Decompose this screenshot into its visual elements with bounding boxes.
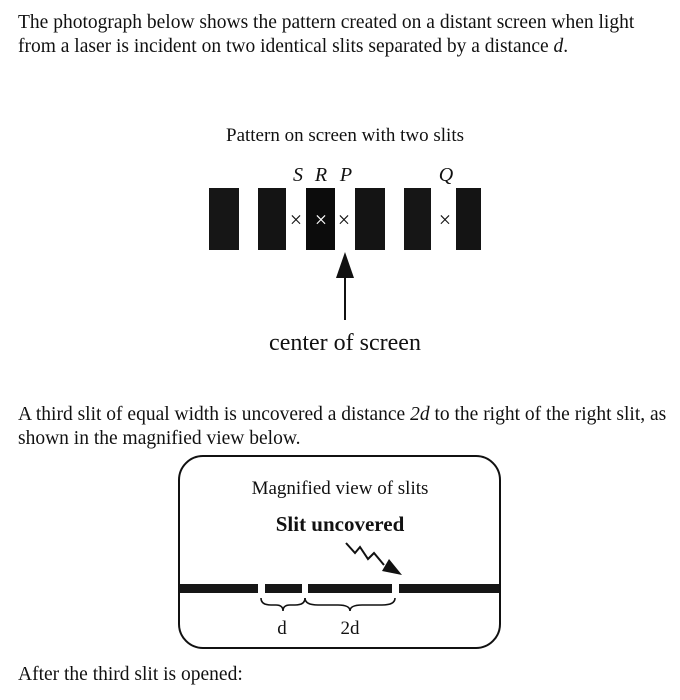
intro-period: . <box>563 36 569 57</box>
figure1-title: Pattern on screen with two slits <box>226 125 464 146</box>
label-q: Q <box>438 164 454 186</box>
barrier-segment <box>399 584 499 593</box>
label-p: P <box>339 164 353 186</box>
brace-2d <box>305 598 395 611</box>
intro-paragraph <box>18 11 668 59</box>
fringe-band <box>355 188 385 250</box>
marker-q: × <box>438 207 452 232</box>
magnified-slits-figure <box>170 453 510 653</box>
callout-arrow-line <box>346 543 384 565</box>
fringe-band <box>258 188 286 250</box>
fringe-band <box>456 188 481 250</box>
center-arrow-head <box>336 252 354 278</box>
center-of-screen-label: center of screen <box>269 330 421 356</box>
two-slit-pattern-figure <box>0 110 680 370</box>
slit-uncovered-label: Slit uncovered <box>275 512 405 536</box>
label-r: R <box>314 164 328 186</box>
barrier-segment <box>308 584 392 593</box>
label-s: S <box>293 164 303 186</box>
callout-arrow-head <box>382 559 402 575</box>
marker-p: × <box>337 207 351 232</box>
marker-s: × <box>289 207 303 232</box>
third-slit-text: A third slit of equal width is uncovered a distance <box>18 404 411 425</box>
barrier-segment <box>265 584 302 593</box>
figure2-title: Magnified view of slits <box>251 478 429 499</box>
intro-variable-d: d <box>553 36 564 57</box>
marker-r: × <box>314 207 328 232</box>
after-paragraph: After the third slit is opened: <box>18 664 243 685</box>
fringe-band <box>209 188 239 250</box>
third-slit-variable-2d: 2d <box>410 404 430 425</box>
barrier-segment <box>180 584 258 593</box>
label-2d: 2d <box>340 618 360 639</box>
intro-text: The photograph below shows the pattern created on a distant screen when light from a laser is incident on two identical slits separated by a distance <box>18 12 635 57</box>
third-slit-text-end: to the right of the right slit, as shown in the magnified view below. <box>18 404 667 449</box>
third-slit-paragraph <box>18 403 668 451</box>
fringe-band <box>404 188 431 250</box>
label-d: d <box>277 618 287 639</box>
brace-d <box>261 598 305 611</box>
